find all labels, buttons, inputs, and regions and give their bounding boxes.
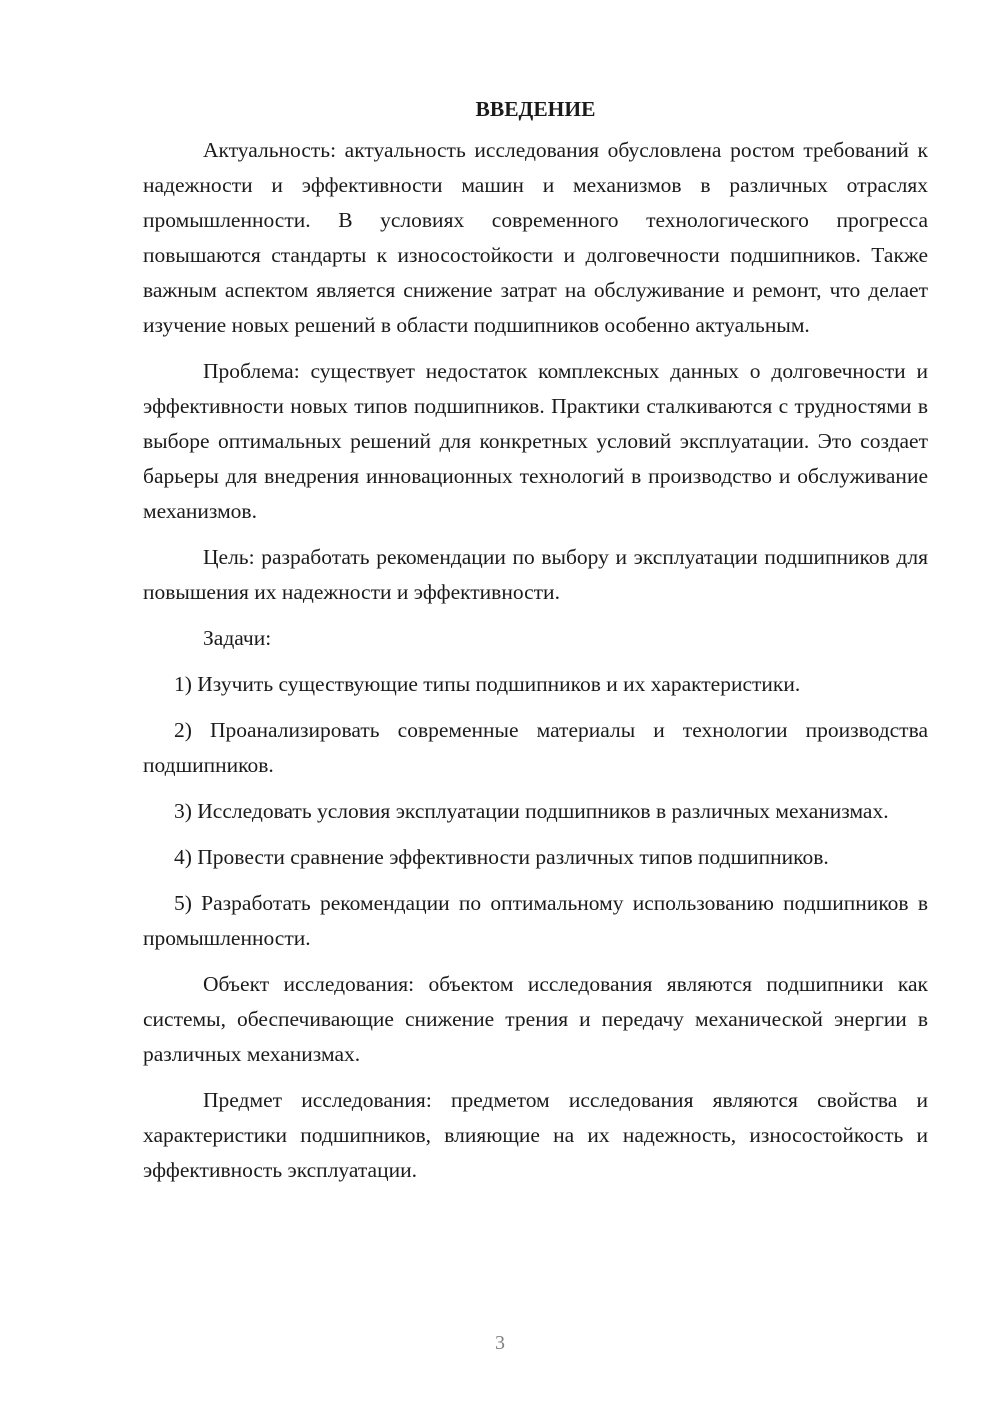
tasks-heading: Задачи: bbox=[203, 626, 272, 650]
relevance-paragraph: Актуальность: актуальность исследования обусловлена ростом требований к надежности и эффективности машин и механизмов в различных отраслях промышленности. В условиях современного технологического прогресса повышаются стандарты к износостойкости и долговечности подшипников. Также важным аспектом является снижение затрат на обслуживание и ремонт, что делает изучение новых решений в области подшипников особенно актуальным. bbox=[143, 138, 928, 337]
document-page bbox=[143, 92, 928, 1199]
task-item-2: 2) Проанализировать современные материалы и технологии производства подшипников. bbox=[143, 718, 928, 777]
object-paragraph: Объект исследования: объектом исследования являются подшипники как системы, обеспечивающие снижение трения и передачу механической энергии в различных механизмах. bbox=[143, 972, 928, 1066]
task-item-3: 3) Исследовать условия эксплуатации подшипников в различных механизмах. bbox=[174, 799, 889, 823]
subject-paragraph: Предмет исследования: предметом исследования являются свойства и характеристики подшипников, влияющие на их надежность, износостойкость и эффективность эксплуатации. bbox=[143, 1088, 928, 1182]
page-title: ВВЕДЕНИЕ bbox=[475, 97, 596, 121]
page-number: 3 bbox=[495, 1332, 505, 1354]
problem-paragraph: Проблема: существует недостаток комплексных данных о долговечности и эффективности новых типов подшипников. Практики сталкиваются с трудностями в выборе оптимальных решений для конкретных условий эксплуатации. Это создает барьеры для внедрения инновационных технологий в производство и обслуживание механизмов. bbox=[143, 359, 928, 523]
goal-paragraph: Цель: разработать рекомендации по выбору и эксплуатации подшипников для повышения их надежности и эффективности. bbox=[143, 545, 928, 604]
task-item-5: 5) Разработать рекомендации по оптимальному использованию подшипников в промышленности. bbox=[143, 891, 928, 950]
task-item-4: 4) Провести сравнение эффективности различных типов подшипников. bbox=[174, 845, 829, 869]
task-item-1: 1) Изучить существующие типы подшипников и их характеристики. bbox=[174, 672, 801, 696]
